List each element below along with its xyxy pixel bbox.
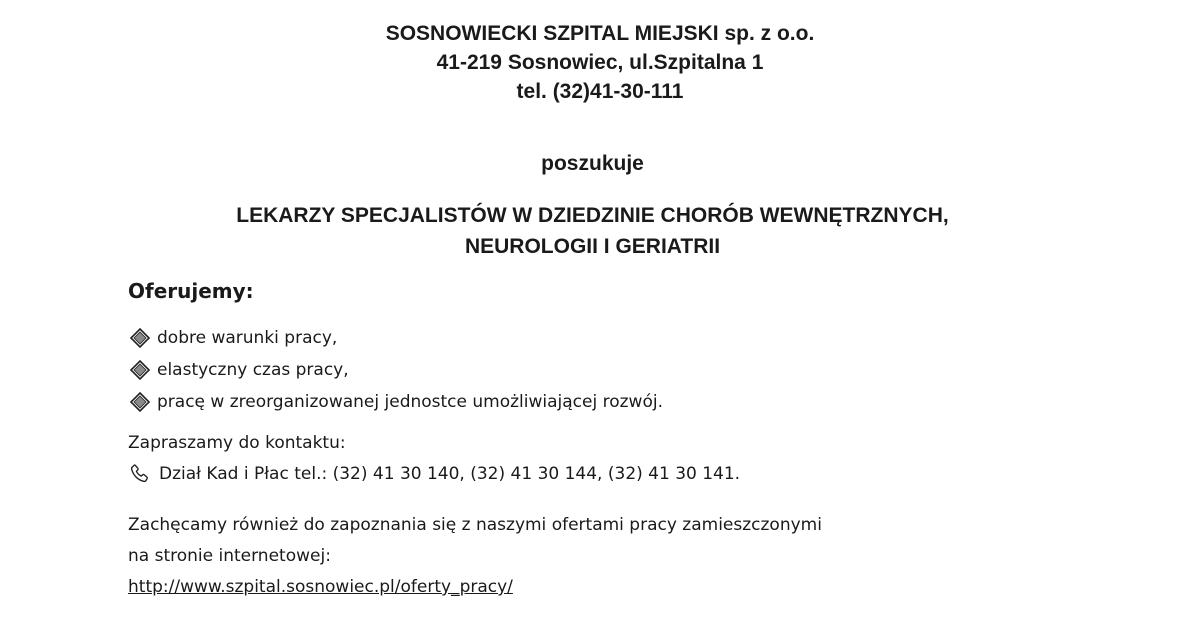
position-title-line2: NEUROLOGII I GERIATRII [464, 235, 721, 258]
job-offers-link[interactable]: http://www.szpital.sosnowiec.pl/oferty_pracy/ [128, 577, 513, 597]
encourage-paragraph [128, 510, 822, 603]
offer-item [130, 354, 663, 386]
encourage-line2 [128, 541, 822, 603]
contact-invite: Zapraszamy do kontaktu: [128, 433, 346, 453]
hospital-address: 41-219 Sosnowiec, ul.Szpitalna 1 [436, 51, 764, 74]
seeking-label: poszukuje [541, 152, 644, 175]
offer-item [130, 322, 663, 354]
position-title [0, 200, 1185, 262]
hospital-phone: tel. (32)41-30-111 [516, 80, 684, 103]
offer-item-text: pracę w zreorganizowanej jednostce umożliwiającej rozwój. [157, 392, 663, 412]
contact-phone-numbers: Dział Kad i Płac tel.: (32) 41 30 140, (32) 41 30 144, (32) 41 30 141. [159, 464, 741, 484]
encourage-line1: Zachęcamy również do zapoznania się z naszymi ofertami pracy zamieszczonymi [128, 515, 822, 535]
diamond-bullet-icon [130, 392, 150, 412]
diamond-bullet-icon [130, 360, 150, 380]
phone-icon [128, 463, 150, 485]
offer-item [130, 386, 663, 418]
encourage-line2-prefix: na stronie internetowej: [128, 546, 331, 566]
offer-item-text: dobre warunki pracy, [157, 328, 338, 348]
contact-line [128, 463, 740, 485]
offer-list [130, 322, 663, 418]
offer-heading: Oferujemy: [128, 279, 254, 303]
position-title-line1: LEKARZY SPECJALISTÓW W DZIEDZINIE CHORÓB WEWNĘTRZNYCH, [236, 204, 949, 227]
hospital-name: SOSNOWIECKI SZPITAL MIEJSKI sp. z o.o. [385, 22, 815, 45]
offer-item-text: elastyczny czas pracy, [157, 360, 349, 380]
diamond-bullet-icon [130, 328, 150, 348]
